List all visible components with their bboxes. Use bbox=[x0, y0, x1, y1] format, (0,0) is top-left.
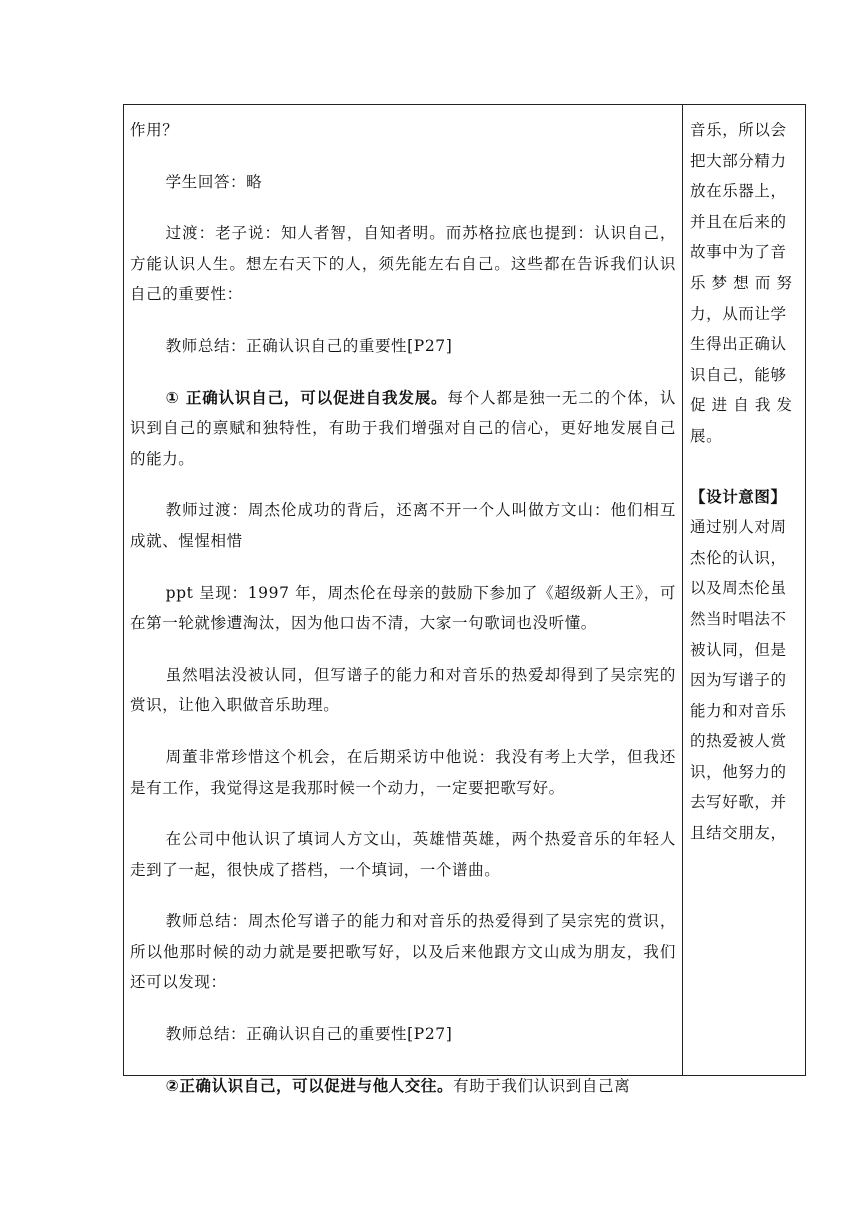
side-notes-1 bbox=[690, 115, 800, 452]
column-divider bbox=[682, 105, 683, 1075]
side-line: 能力和对音乐 bbox=[690, 701, 787, 720]
side-line: 去写好歌，并 bbox=[690, 793, 787, 812]
paragraph bbox=[130, 1071, 676, 1102]
side-line: 故事中为了音 bbox=[690, 243, 787, 262]
bold-point: ① 正确认识自己，可以促进自我发展。 bbox=[165, 388, 448, 407]
side-line: 识自己，能够 bbox=[690, 365, 787, 384]
side-line: 的热爱被人赏 bbox=[690, 732, 787, 751]
side-line: 放在乐器上， bbox=[690, 182, 787, 201]
paragraph: 教师过渡：周杰伦成功的背后，还离不开一个人叫做方文山：他们相互成就、惺惺相惜 bbox=[130, 501, 676, 550]
side-line: 杰伦的认识， bbox=[690, 548, 787, 567]
paragraph: 在公司中他认识了填词人方文山，英雄惜英雄，两个热爱音乐的年轻人走到了一起，很快成了搭档，一个填词，一个谱曲。 bbox=[130, 830, 676, 879]
paragraph: 学生回答：略 bbox=[165, 172, 263, 191]
side-line: 且结交朋友， bbox=[690, 824, 787, 843]
paragraph: ppt 呈现：1997 年，周杰伦在母亲的鼓励下参加了《超级新人王》，可在第一轮就惨遭淘汰，因为他口齿不清，大家一句歌词也没听懂。 bbox=[130, 583, 676, 633]
side-line: 因为写谱子的 bbox=[690, 671, 787, 690]
side-line: 以及周杰伦虽 bbox=[690, 579, 787, 598]
side-column bbox=[690, 115, 800, 849]
side-line: 乐 梦 想 而 努 bbox=[690, 273, 793, 292]
side-line: 然当时唱法不 bbox=[690, 609, 787, 628]
side-notes-2 bbox=[690, 512, 800, 849]
side-line: 把大部分精力 bbox=[690, 151, 787, 170]
paragraph: 作用？ bbox=[130, 121, 179, 139]
side-line: 音乐，所以会 bbox=[690, 121, 787, 139]
side-line: 识，他努力的 bbox=[690, 762, 787, 781]
paragraph: 教师总结：正确认识自己的重要性[P27] bbox=[165, 1025, 453, 1044]
side-line: 力，从而让学 bbox=[690, 304, 787, 323]
paragraph: 周董非常珍惜这个机会，在后期采访中他说：我没有考上大学，但我还是有工作，我觉得这是我那时候一个动力，一定要把歌写好。 bbox=[130, 747, 676, 797]
paragraph: 教师总结：周杰伦写谱子的能力和对音乐的热爱得到了吴宗宪的赏识，所以他那时候的动力就是要把歌写好，以及后来他跟方文山成为朋友，我们还可以发现： bbox=[130, 912, 676, 992]
point-text: 每个人都是独一无二的个体，认识到自己的禀赋和独特性，有助于我们增强对自己的信心，更好地发展自己的能力。 bbox=[130, 388, 676, 468]
side-line: 通过别人对周 bbox=[690, 518, 787, 537]
paragraph: 过渡：老子说：知人者智，自知者明。而苏格拉底也提到：认识自己，方能认识人生。想左右天下的人，须先能左右自己。这些都在告诉我们认识自己的重要性： bbox=[130, 224, 676, 304]
paragraph: 虽然唱法没被认同，但写谱子的能力和对音乐的热爱却得到了吴宗宪的赏识，让他入职做音乐助理。 bbox=[130, 665, 676, 715]
main-column bbox=[130, 115, 676, 1101]
paragraph: 教师总结：正确认识自己的重要性[P27] bbox=[165, 336, 453, 355]
side-line: 生得出正确认 bbox=[690, 335, 787, 354]
paragraph bbox=[130, 383, 676, 475]
design-intent-heading: 【设计意图】 bbox=[690, 487, 787, 506]
side-line: 并且在后来的 bbox=[690, 212, 787, 231]
side-line: 被认同，但是 bbox=[690, 640, 787, 659]
bold-point: ②正确认识自己，可以促进与他人交往。 bbox=[165, 1076, 454, 1095]
point-text: 有助于我们认识到自己离 bbox=[453, 1076, 631, 1095]
side-line: 促 进 自 我 发 bbox=[690, 396, 793, 415]
lesson-table bbox=[123, 104, 806, 1095]
side-line: 展。 bbox=[690, 426, 723, 445]
